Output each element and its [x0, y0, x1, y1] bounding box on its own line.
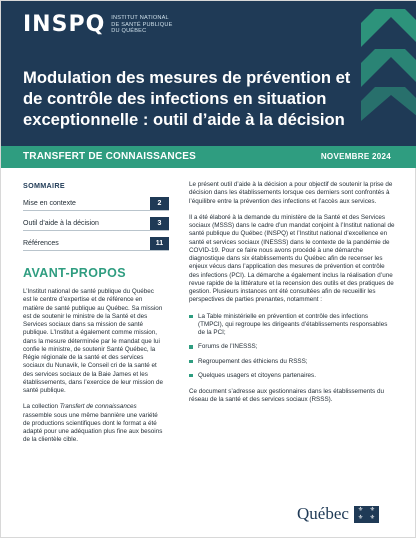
- list-item: Quelques usagers et citoyens partenaires.: [189, 372, 395, 380]
- paragraph: Ce document s’adresse aux gestionnaires dans les établissements du réseau de la santé et des services sociaux (RSSS).: [189, 388, 384, 404]
- paragraph: Il a été élaboré à la demande du ministère de la Santé et des Services sociaux (MSSS) dans le cadre d’un mandat conjoint à l’Institut national de santé publique du Québec (INSPQ) et l’Institut national d’excellence en santé et services sociaux (INESSS) dans le contexte de la pandémie de COVID-19. Pour ce faire nous avons procédé à une démarche diagnostique dans six établissements du Québec afin de recenser les enjeux vécus dans l’application des mesures de prévention et contrôle des infections (PCI). La démarche a également inclus la réalisation d’une revue rapide de la littérature et la recension des outils et des pratiques de gestion. Plusieurs instances ont été consultées afin de recueillir les perspectives de parties prenantes, notamment :: [189, 213, 395, 304]
- logo-tagline-line: INSTITUT NATIONAL: [111, 15, 169, 21]
- quebec-wordmark: Québec: [297, 504, 349, 523]
- logo-tagline: [111, 15, 172, 35]
- text-span: La collection: [23, 403, 60, 411]
- avant-propos-body: [23, 288, 163, 453]
- toc-item-label: Références: [23, 239, 59, 247]
- toc-page-number: 11: [150, 237, 169, 250]
- fleur-de-lis-flag-icon: ⚜ ⚜ ⚜ ⚜: [354, 506, 379, 523]
- toc-page-number: 3: [150, 217, 169, 230]
- logo-tagline-line: DU QUÉBEC: [111, 28, 147, 34]
- main-body: [189, 181, 395, 413]
- toc-item[interactable]: [23, 196, 169, 211]
- paragraph: L’Institut national de santé publique du Québec est le centre d’expertise et de référence en matière de santé publique au Québec. Sa mission est de soutenir le ministre de la Santé et des Services sociaux dans sa mission de santé publique. L’Institut a également comme mission, dans la mesure déterminée par le mandat que lui confie le ministre, de soutenir Santé Québec, la Régie régionale de la santé et des services sociaux du Nunavik, le Conseil cri de la santé et des services sociaux de la Baie James et les établissements, dans l’exercice de leur mission de santé publique.: [23, 288, 163, 394]
- toc-item-label: Outil d’aide à la décision: [23, 219, 99, 227]
- publication-date: NOVEMBRE 2024: [320, 152, 391, 161]
- toc-page-number: 2: [150, 197, 169, 210]
- text-span: rassemble sous une même bannière une variété de productions scientifiques dont le format a été adapté pour une adéquation plus fine aux besoins de la clientèle cible.: [23, 411, 163, 444]
- toc-item[interactable]: [23, 236, 169, 251]
- logo-wordmark: INSPQ: [23, 12, 106, 37]
- toc-item[interactable]: [23, 216, 169, 231]
- header-banner: [1, 1, 416, 146]
- stakeholder-list: [189, 313, 395, 381]
- collection-name: Transfert de connaissances: [59, 403, 137, 411]
- toc-heading: SOMMAIRE: [23, 181, 65, 190]
- toc-item-label: Mise en contexte: [23, 199, 76, 207]
- category-band: [1, 146, 416, 168]
- document-title: Modulation des mesures de prévention et de contrôle des infections en situation exceptionnelle : outil d’aide à la décision: [23, 68, 351, 129]
- collection-label: TRANSFERT DE CONNAISSANCES: [23, 151, 196, 162]
- paragraph: [23, 403, 163, 444]
- paragraph: Le présent outil d’aide à la décision a pour objectif de soutenir la prise de décision dans les établissements lorsque ces derniers sont confrontés à l’équilibre entre la prévention des infections et l’accès aux services.: [189, 181, 393, 205]
- avant-propos-heading: AVANT-PROPOS: [23, 266, 126, 280]
- list-item: Forums de l’INESSS;: [189, 343, 395, 351]
- table-of-contents: [23, 181, 169, 256]
- logo-tagline-line: DE SANTÉ PUBLIQUE: [111, 21, 173, 28]
- inspq-logo: [23, 13, 173, 37]
- quebec-logo: [297, 505, 379, 523]
- list-item: La Table ministérielle en prévention et contrôle des infections (TMPCI), qui regroupe les dirigeants d’établissements responsables de la PCI;: [189, 313, 395, 338]
- list-item: Regroupement des éthiciens du RSSS;: [189, 358, 395, 366]
